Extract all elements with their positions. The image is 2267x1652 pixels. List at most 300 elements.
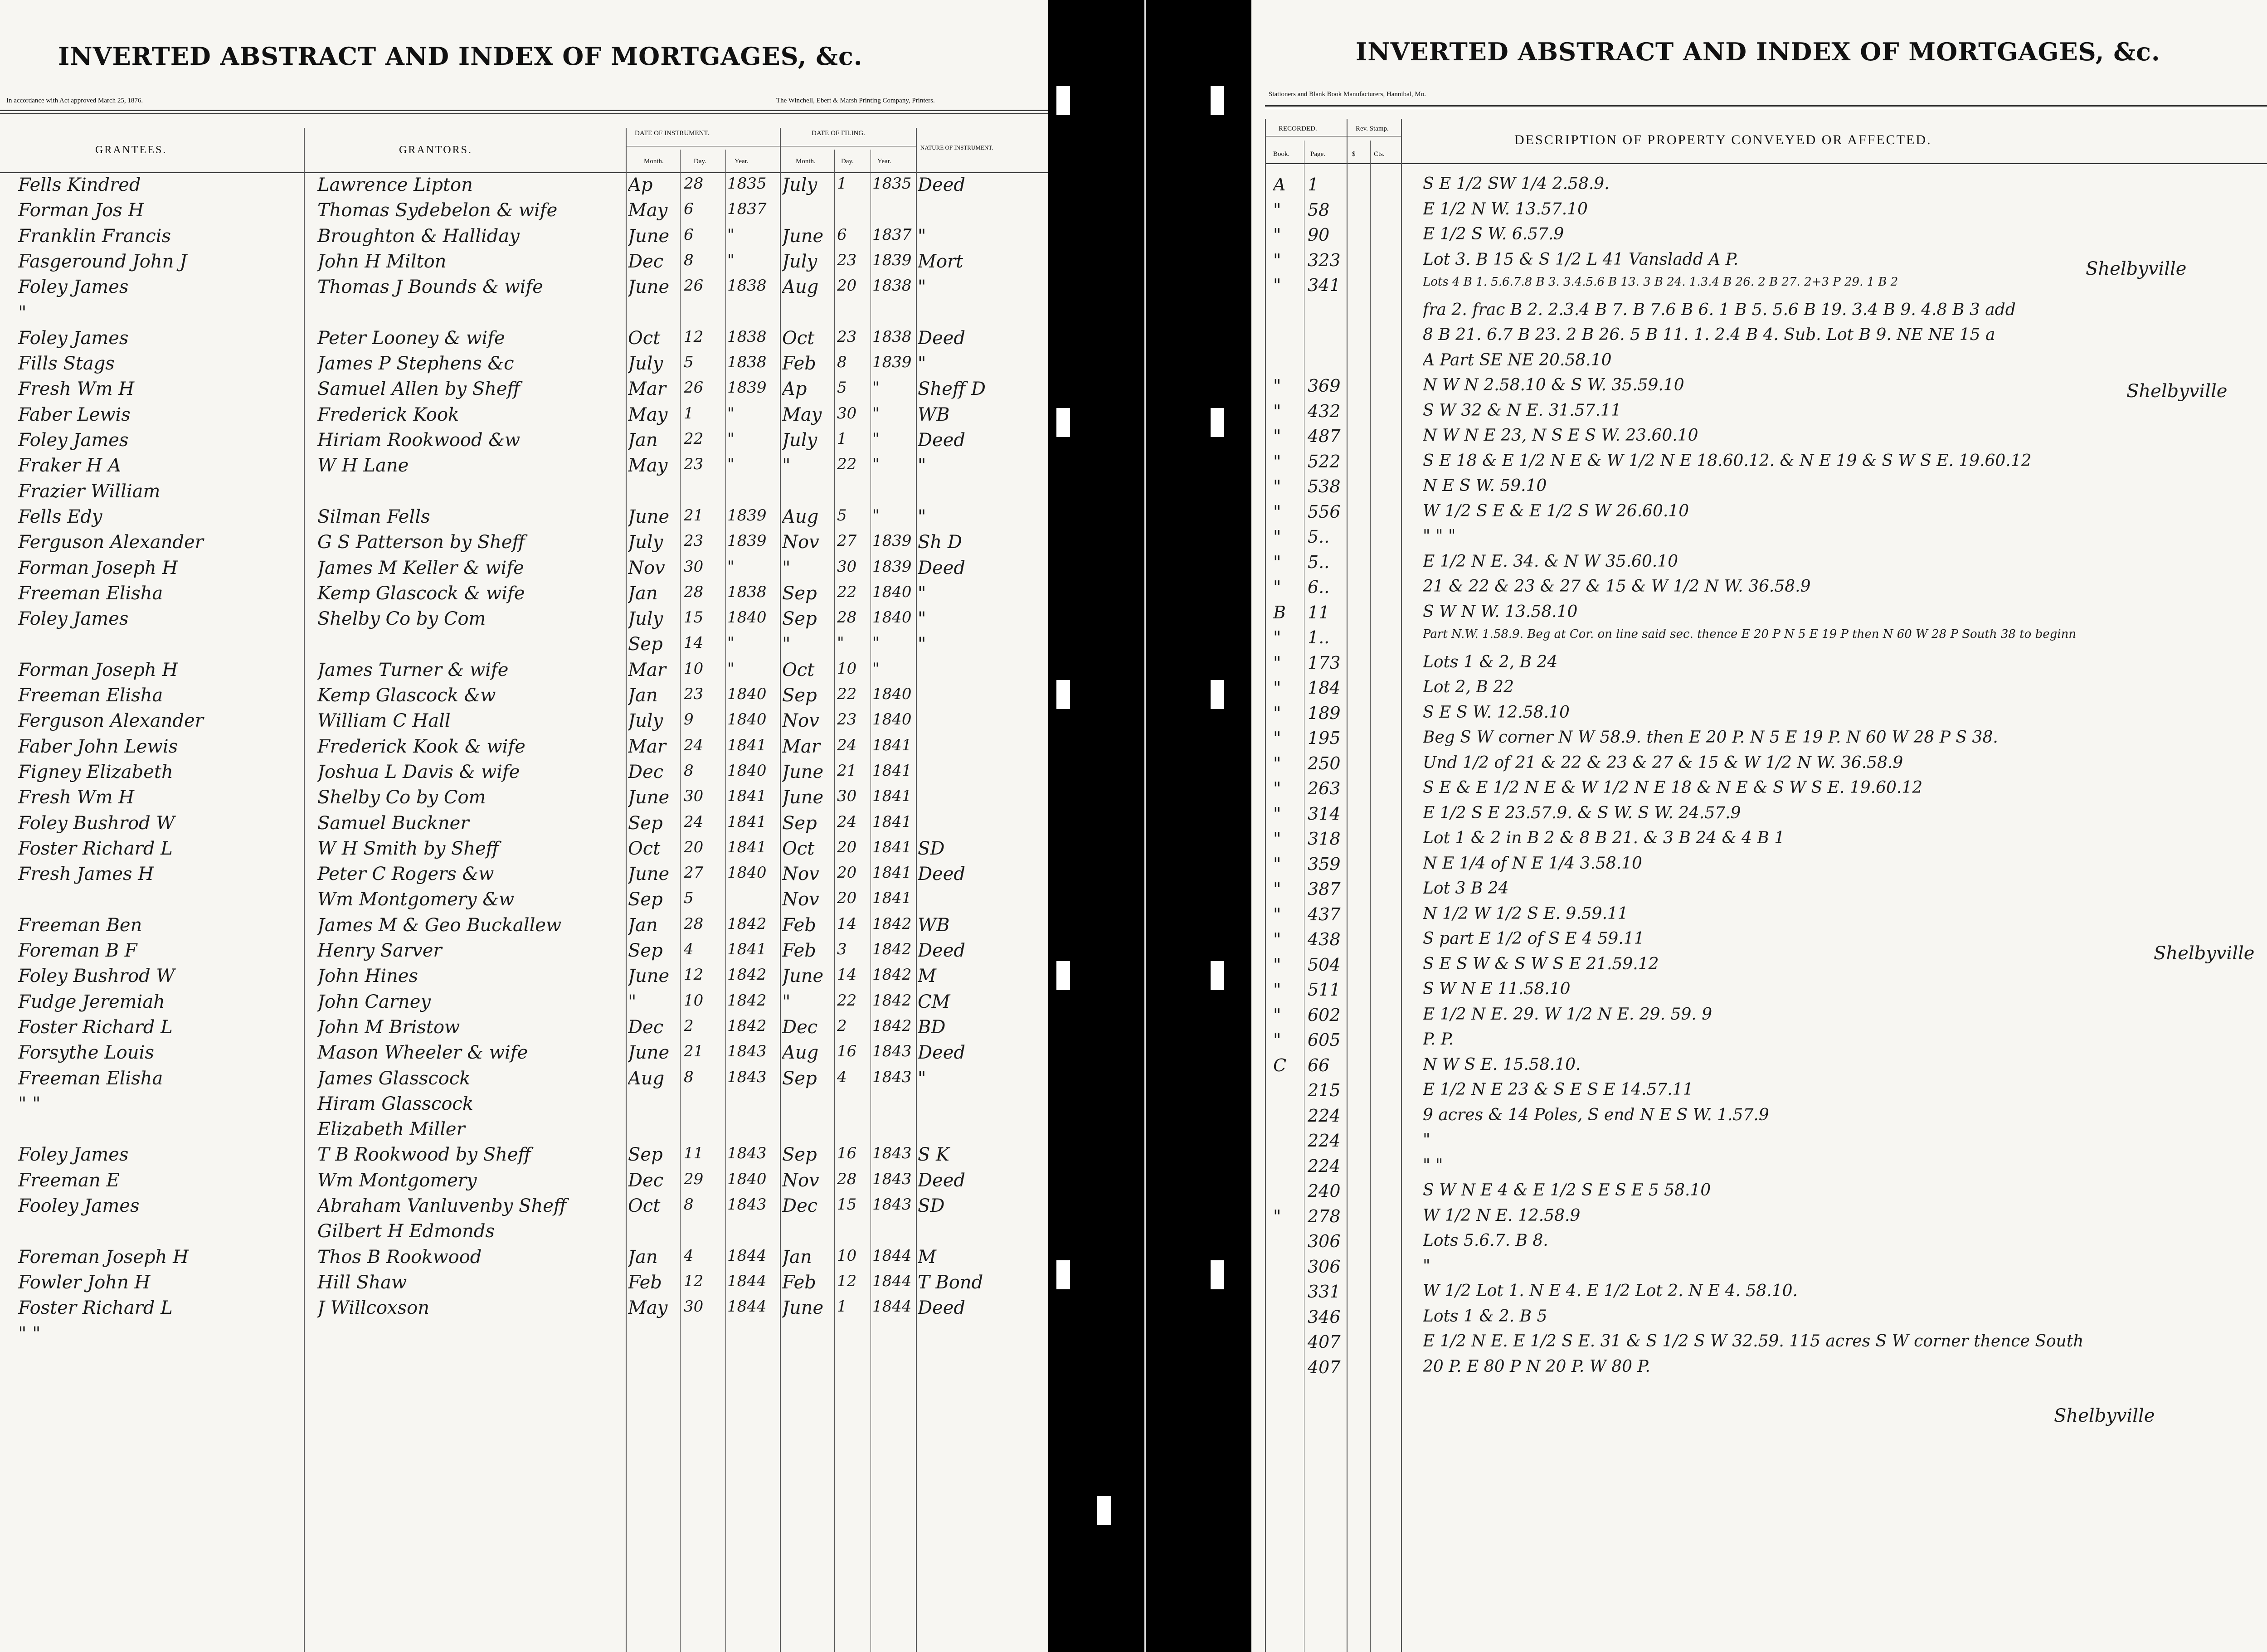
cell-id: 24 (684, 736, 704, 754)
cell-fm: June (782, 787, 824, 808)
cell-im: June (628, 277, 670, 298)
cell-grantee: Foreman B F (18, 940, 137, 961)
cell-fm: " (782, 991, 791, 1012)
cell-book: " (1273, 728, 1281, 748)
cell-id: 23 (684, 685, 704, 703)
cell-iy: 1840 (727, 608, 767, 627)
cell-fd: 5 (837, 379, 847, 397)
cell-fm: Sep (782, 812, 817, 834)
cell-iy: 1843 (727, 1144, 767, 1163)
cell-book: " (1273, 854, 1281, 874)
cell-id: 28 (684, 175, 704, 193)
cell-desc: Lot 2, B 22 (1423, 678, 1514, 696)
cell-fy: 1839 (872, 353, 912, 372)
ledger-row (0, 353, 1048, 379)
cell-desc: P. P. (1423, 1030, 1454, 1049)
cell-id: 21 (684, 506, 704, 525)
ledger-row (0, 583, 1048, 609)
cell-id: 8 (684, 251, 694, 269)
header-month-1: Month. (644, 158, 664, 165)
cell-page: 278 (1308, 1206, 1341, 1226)
cell-book: " (1273, 829, 1281, 849)
cell-grantee: Fresh Wm H (18, 787, 135, 808)
ledger-row (1251, 200, 2267, 226)
cell-nat: " (918, 608, 926, 630)
cell-fd: 22 (837, 455, 857, 474)
cell-im: Dec (628, 1170, 664, 1191)
cell-desc: Lots 1 & 2, B 24 (1423, 652, 1558, 671)
cell-desc: W 1/2 S E & E 1/2 S W 26.60.10 (1423, 501, 1689, 520)
cell-nat: S K (918, 1144, 949, 1166)
ledger-row (0, 1221, 1048, 1247)
cell-fd: 15 (837, 1195, 857, 1214)
cell-fy: 1835 (872, 175, 912, 193)
cell-desc: E 1/2 N E. 34. & N W 35.60.10 (1423, 552, 1678, 571)
cell-fm: Jan (782, 1246, 812, 1268)
ledger-row (0, 277, 1048, 303)
cell-id: 12 (684, 1272, 704, 1290)
ledger-row (1251, 452, 2267, 478)
cell-fy: 1841 (872, 812, 912, 831)
cell-im: Mar (628, 379, 666, 400)
cell-id: 30 (684, 557, 704, 576)
cell-iy: 1841 (727, 812, 767, 831)
page-tab (1211, 408, 1224, 437)
cell-fd: 30 (837, 787, 857, 806)
cell-desc: N W N 2.58.10 & S W. 35.59.10 (1423, 376, 1684, 394)
cell-page: 5.. (1308, 552, 1330, 572)
cell-grantee: Fraker H A (18, 455, 121, 476)
cell-book: " (1273, 577, 1281, 597)
cell-im: Sep (628, 634, 663, 655)
cell-page: 263 (1308, 778, 1341, 798)
cell-grantee: Freeman E (18, 1170, 120, 1191)
cell-fm: Sep (782, 583, 817, 604)
cell-iy: 1840 (727, 685, 767, 703)
ledger-row (0, 379, 1048, 405)
cell-book: " (1273, 527, 1281, 547)
cell-fd: 12 (837, 1272, 857, 1290)
cell-fm: " (782, 455, 791, 476)
cell-im: Ap (628, 175, 653, 195)
cell-page: 6.. (1308, 577, 1330, 597)
ledger-row (0, 1017, 1048, 1043)
cell-im: Sep (628, 940, 663, 961)
cell-grantor: Kemp Glascock &w (317, 685, 496, 706)
cell-page: 407 (1308, 1357, 1341, 1377)
ledger-row (1251, 1156, 2267, 1182)
header-description: DESCRIPTION OF PROPERTY CONVEYED OR AFFECTED. (1514, 132, 1932, 147)
cell-grantor: James Turner & wife (317, 659, 509, 680)
ledger-row (0, 762, 1048, 788)
cell-fm: Sep (782, 608, 817, 630)
cell-fd: 30 (837, 404, 857, 423)
header-page: Page. (1310, 151, 1325, 158)
cell-book: " (1273, 199, 1281, 220)
cell-nat: " (918, 455, 926, 476)
cell-iy: 1837 (727, 200, 767, 219)
cell-fm: Sep (782, 1068, 817, 1089)
cell-page: 1.. (1308, 627, 1330, 647)
cell-im: Jan (628, 685, 658, 706)
cell-book: " (1273, 451, 1281, 471)
cell-grantor: Joshua L Davis & wife (317, 761, 520, 782)
cell-nat: Deed (918, 327, 966, 349)
ledger-row (0, 1272, 1048, 1298)
ledger-row (0, 430, 1048, 456)
cell-desc: E 1/2 N E. E 1/2 S E. 31 & S 1/2 S W 32.59. 115 acres S W corner thence South (1423, 1332, 2084, 1351)
cell-fy: 1842 (872, 991, 912, 1010)
cell-grantee: Foley Bushrod W (18, 966, 175, 987)
cell-im: Jan (628, 914, 658, 936)
ledger-row (1251, 1206, 2267, 1233)
cell-iy: 1840 (727, 864, 767, 882)
cell-book: " (1273, 376, 1281, 396)
cell-nat: Deed (918, 175, 966, 195)
cell-book: " (1273, 954, 1281, 975)
cell-nat: Deed (918, 1297, 966, 1319)
cell-fm: Nov (782, 889, 819, 910)
cell-fd: 2 (837, 1016, 847, 1035)
cell-iy: 1840 (727, 761, 767, 780)
cell-page: 306 (1308, 1256, 1341, 1277)
cell-grantee: Fooley James (18, 1195, 140, 1216)
cell-im: Mar (628, 736, 666, 757)
cell-fm: June (782, 1297, 824, 1319)
cell-desc: E 1/2 S W. 6.57.9 (1423, 225, 1564, 243)
cell-iy: 1839 (727, 532, 767, 550)
cell-iy: 1844 (727, 1297, 767, 1316)
cell-grantor: Peter C Rogers &w (317, 864, 494, 885)
cell-fd: 14 (837, 914, 857, 933)
cell-fy: 1843 (872, 1042, 912, 1061)
cell-desc: N W N E 23, N S E S W. 23.60.10 (1423, 426, 1698, 445)
top-rule-thin (0, 113, 1048, 114)
cell-grantor: James Glasscock (317, 1068, 471, 1089)
cell-desc: Lots 5.6.7. B 8. (1423, 1231, 1548, 1250)
cell-im: May (628, 404, 668, 425)
ledger-row (1251, 854, 2267, 880)
cell-desc: S E S W & S W S E 21.59.12 (1423, 954, 1659, 973)
top-rule (1265, 105, 2267, 107)
cell-fy: 1838 (872, 327, 912, 346)
cell-desc: E 1/2 S E 23.57.9. & S W. S W. 24.57.9 (1423, 803, 1741, 822)
cell-grantor: Lawrence Lipton (317, 175, 473, 195)
ledger-row (0, 889, 1048, 915)
gutter-line (1144, 0, 1146, 1652)
cell-page: 318 (1308, 829, 1341, 849)
ledger-row (0, 660, 1048, 686)
cell-id: 26 (684, 277, 704, 295)
cell-grantee: Forman Joseph H (18, 659, 178, 680)
header-recorded: RECORDED. (1279, 125, 1317, 132)
ledger-row (0, 558, 1048, 584)
book-gutter (1048, 0, 1251, 1652)
note-shelbyville-3: Shelbyville (2154, 943, 2255, 964)
cell-iy: 1835 (727, 175, 767, 193)
cell-book: " (1273, 501, 1281, 522)
header-cents: Cts. (1374, 151, 1385, 158)
cell-im: Mar (628, 659, 666, 680)
cell-fm: Aug (782, 1042, 819, 1064)
cell-iy: " (727, 557, 735, 576)
cell-book: A (1273, 175, 1286, 194)
cell-grantor: John Hines (317, 966, 418, 987)
cell-desc: A Part SE NE 20.58.10 (1423, 350, 1612, 369)
cell-grantee: Foster Richard L (18, 1297, 173, 1319)
cell-fy: 1843 (872, 1144, 912, 1163)
ledger-row (0, 710, 1048, 737)
cell-fm: Nov (782, 532, 819, 553)
cell-fd: 1 (837, 430, 847, 448)
cell-grantor: Kemp Glascock & wife (317, 583, 525, 604)
cell-fy: 1840 (872, 583, 912, 601)
cell-desc: Part N.W. 1.58.9. Beg at Cor. on line said sec. thence E 20 P N 5 E 19 P then N 60 W 28 P South 38 to beginn (1423, 627, 2077, 641)
cell-nat: CM (918, 991, 950, 1012)
cell-iy: 1841 (727, 838, 767, 856)
cell-fd: 23 (837, 251, 857, 269)
cell-grantor: Samuel Allen by Sheff (317, 379, 520, 400)
cell-id: 15 (684, 608, 704, 627)
cell-grantee: Forman Joseph H (18, 557, 178, 578)
cell-fd: " (837, 634, 844, 652)
cell-nat: " (918, 506, 926, 527)
ledger-row (1251, 376, 2267, 402)
cell-iy: 1839 (727, 506, 767, 525)
cell-grantor: Hill Shaw (317, 1272, 407, 1293)
cell-fd: 23 (837, 327, 857, 346)
cell-fy: 1837 (872, 225, 912, 244)
cell-fd: 24 (837, 812, 857, 831)
cell-page: 306 (1308, 1231, 1341, 1251)
cell-im: May (628, 1297, 668, 1319)
cell-id: 28 (684, 583, 704, 601)
cell-grantee: Fasgeround John J (18, 251, 187, 272)
cell-grantor: Samuel Buckner (317, 812, 469, 834)
left-page-title: INVERTED ABSTRACT AND INDEX OF MORTGAGES, &c. (58, 42, 863, 71)
cell-book: " (1273, 552, 1281, 572)
cell-grantee: Frazier William (18, 481, 161, 502)
ledger-row (0, 1042, 1048, 1069)
ledger-row (1251, 577, 2267, 603)
cell-fm: Feb (782, 353, 816, 374)
cell-fy: 1838 (872, 277, 912, 295)
ledger-row (0, 940, 1048, 967)
cell-grantee: Figney Elizabeth (18, 761, 173, 782)
cell-fy: 1844 (872, 1297, 912, 1316)
cell-im: July (628, 710, 663, 732)
cell-fd: 1 (837, 1297, 847, 1316)
cell-grantor: Wm Montgomery &w (317, 889, 515, 910)
cell-iy: 1844 (727, 1272, 767, 1290)
header-date-instrument: DATE OF INSTRUMENT. (635, 130, 710, 137)
cell-id: 23 (684, 455, 704, 474)
cell-nat: SD (918, 838, 945, 859)
cell-im: Aug (628, 1068, 665, 1089)
cell-im: July (628, 608, 663, 630)
page-tab (1056, 408, 1070, 437)
ledger-row (0, 608, 1048, 635)
header-grantors: GRANTORS. (399, 144, 472, 156)
cell-iy: 1842 (727, 966, 767, 984)
ledger-row (1251, 1332, 2267, 1358)
cell-id: 30 (684, 1297, 704, 1316)
cell-fd: 10 (837, 1246, 857, 1265)
cell-nat: Deed (918, 1042, 966, 1064)
cell-iy: " (727, 634, 735, 652)
cell-im: May (628, 455, 668, 476)
cell-iy: 1840 (727, 1170, 767, 1188)
cell-nat: Mort (918, 251, 963, 272)
cell-grantor: William C Hall (317, 710, 451, 732)
cell-page: 346 (1308, 1307, 1341, 1327)
cell-desc: " " (1423, 1156, 1443, 1175)
ledger-row (1251, 602, 2267, 629)
page-tab (1056, 680, 1070, 709)
cell-iy: 1842 (727, 991, 767, 1010)
cell-fy: 1844 (872, 1272, 912, 1290)
cell-grantor: James M & Geo Buckallew (317, 914, 562, 936)
cell-page: 522 (1308, 451, 1341, 471)
ledger-row (1251, 1307, 2267, 1333)
right-ledger-page (1251, 0, 2267, 1652)
cell-desc: S W N E 11.58.10 (1423, 980, 1571, 998)
cell-fm: Feb (782, 1272, 816, 1293)
cell-iy: " (727, 251, 735, 269)
cell-id: 6 (684, 200, 694, 219)
page-tab (1211, 1260, 1224, 1289)
cell-page: 331 (1308, 1282, 1341, 1302)
cell-grantee: Freeman Elisha (18, 1068, 163, 1089)
ledger-row (0, 404, 1048, 431)
cell-iy: 1843 (727, 1068, 767, 1086)
ledger-row (0, 1297, 1048, 1324)
ledger-row (1251, 502, 2267, 528)
cell-im: June (628, 1042, 670, 1064)
cell-fd: 20 (837, 838, 857, 856)
cell-fy: 1841 (872, 889, 912, 908)
ledger-row (0, 506, 1048, 533)
cell-fd: 21 (837, 761, 857, 780)
cell-nat: Deed (918, 1170, 966, 1191)
cell-fy: 1839 (872, 532, 912, 550)
cell-page: 432 (1308, 401, 1341, 421)
cell-book: " (1273, 678, 1281, 698)
header-year-2: Year. (877, 158, 891, 165)
cell-book: " (1273, 275, 1281, 295)
cell-fy: 1844 (872, 1246, 912, 1265)
cell-book: B (1273, 602, 1286, 622)
cell-fd: 22 (837, 991, 857, 1010)
stationer-note: Stationers and Blank Book Manufacturers, Hannibal, Mo. (1269, 91, 1426, 98)
cell-iy: 1842 (727, 1016, 767, 1035)
ledger-row (0, 1323, 1048, 1350)
cell-id: 6 (684, 225, 694, 244)
act-note: In accordance with Act approved March 25, 1876. (6, 97, 143, 104)
note-shelbyville-2: Shelbyville (2126, 381, 2228, 402)
cell-fm: Dec (782, 1016, 818, 1038)
note-shelbyville-4: Shelbyville (2054, 1405, 2155, 1426)
cell-desc: S W N E 4 & E 1/2 S E S E 5 58.10 (1423, 1181, 1711, 1200)
cell-desc: Und 1/2 of 21 & 22 & 23 & 27 & 15 & W 1/2 N W. 36.58.9 (1423, 753, 1903, 772)
cell-book: " (1273, 652, 1281, 673)
cell-id: 26 (684, 379, 704, 397)
ledger-row (0, 1247, 1048, 1273)
cell-nat: M (918, 1246, 936, 1268)
cell-fm: Sep (782, 685, 817, 706)
header-day-1: Day. (694, 158, 706, 165)
cell-book: " (1273, 225, 1281, 245)
cell-grantor: Frederick Kook (317, 404, 459, 425)
ledger-row (1251, 1181, 2267, 1207)
header-day-2: Day. (841, 158, 854, 165)
cell-grantee: " " (18, 1093, 41, 1114)
ledger-row (1251, 426, 2267, 452)
cell-grantee: Foster Richard L (18, 1016, 173, 1038)
cell-grantee: Foley James (18, 430, 129, 451)
cell-fy: " (872, 379, 880, 397)
ledger-row (0, 1144, 1048, 1171)
cell-book: " (1273, 803, 1281, 824)
cell-book: " (1273, 627, 1281, 647)
ledger-row (0, 1068, 1048, 1094)
ledger-row (1251, 552, 2267, 578)
cell-iy: 1838 (727, 353, 767, 372)
cell-fm: Aug (782, 506, 819, 527)
cell-fd: 6 (837, 225, 847, 244)
cell-id: 28 (684, 914, 704, 933)
cell-page: 556 (1308, 501, 1341, 522)
cell-page: 341 (1308, 275, 1341, 295)
ledger-row (1251, 1282, 2267, 1308)
cell-grantor: Thomas J Bounds & wife (317, 277, 543, 298)
cell-id: 27 (684, 864, 704, 882)
cell-grantee: Ferguson Alexander (18, 532, 204, 553)
cell-grantor: Broughton & Halliday (317, 225, 520, 247)
cell-id: 5 (684, 889, 694, 908)
cell-page: 90 (1308, 225, 1330, 245)
header-grantees: GRANTEES. (95, 144, 167, 156)
cell-id: 4 (684, 940, 694, 958)
ledger-row (1251, 879, 2267, 905)
cell-grantee: Foley James (18, 608, 129, 630)
cell-iy: 1839 (727, 379, 767, 397)
cell-fm: " (782, 634, 791, 655)
cell-id: 1 (684, 404, 694, 423)
left-ledger-page (0, 0, 1048, 1652)
cell-page: 189 (1308, 703, 1341, 723)
cell-page: 487 (1308, 426, 1341, 446)
cell-fm: Nov (782, 864, 819, 885)
cell-iy: 1842 (727, 914, 767, 933)
cell-im: Dec (628, 761, 664, 782)
cell-fy: 1841 (872, 761, 912, 780)
ledger-row (1251, 1131, 2267, 1157)
cell-nat: Deed (918, 864, 966, 885)
cell-desc: Lot 3. B 15 & S 1/2 L 41 Vansladd A P. (1423, 250, 1739, 269)
header-bottom-rule (1265, 163, 2267, 164)
cell-id: 30 (684, 787, 704, 806)
cell-fm: July (782, 251, 817, 272)
cell-im: Feb (628, 1272, 662, 1293)
cell-desc: Lot 3 B 24 (1423, 879, 1509, 898)
cell-fy: " (872, 430, 880, 448)
cell-grantee: Fells Kindred (18, 175, 141, 195)
cell-nat: BD (918, 1016, 946, 1038)
cell-desc: N W S E. 15.58.10. (1423, 1055, 1581, 1074)
cell-grantee: Freeman Elisha (18, 583, 163, 604)
cell-im: Dec (628, 1016, 664, 1038)
